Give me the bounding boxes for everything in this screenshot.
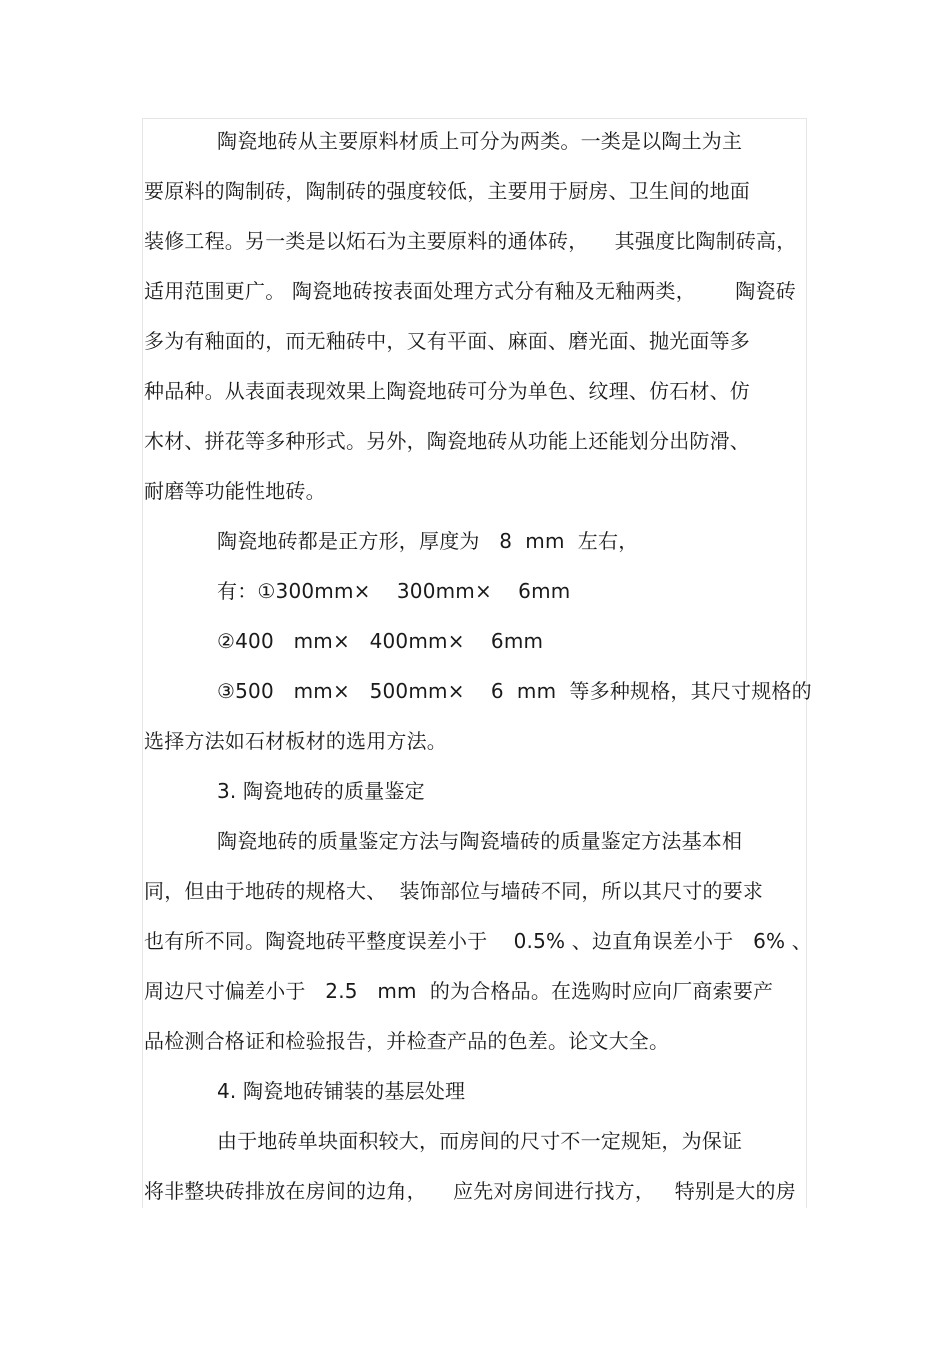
text-line: 也有所不同。陶瓷地砖平整度误差小于 0.5% 、边直角误差小于 6% 、	[144, 929, 812, 953]
text-line: 装修工程。另一类是以炻石为主要原料的通体砖， 其强度比陶制砖高，	[144, 229, 797, 253]
text-line: 陶瓷地砖从主要原料材质上可分为两类。一类是以陶土为主	[217, 129, 743, 153]
section-heading: 3. 陶瓷地砖的质量鉴定	[217, 779, 425, 803]
text-line: 周边尺寸偏差小于 2.5 mm 的为合格品。在选购时应向厂商索要产	[144, 979, 774, 1003]
text-line: 陶瓷地砖都是正方形，厚度为 8 mm 左右，	[217, 529, 639, 553]
text-line: 将非整块砖排放在房间的边角， 应先对房间进行找方， 特别是大的房	[144, 1179, 796, 1203]
section-heading: 4. 陶瓷地砖铺装的基层处理	[217, 1079, 466, 1103]
text-line: 选择方法如石材板材的选用方法。	[144, 729, 447, 753]
text-line: 陶瓷地砖的质量鉴定方法与陶瓷墙砖的质量鉴定方法基本相	[217, 829, 743, 853]
text-line: ③500 mm× 500mm× 6 mm 等多种规格，其尺寸规格的	[217, 679, 812, 703]
text-line: 种品种。从表面表现效果上陶瓷地砖可分为单色、纹理、仿石材、仿	[144, 379, 750, 403]
text-line: 同，但由于地砖的规格大、 装饰部位与墙砖不同，所以其尺寸的要求	[144, 879, 764, 903]
text-line: 多为有釉面的，而无釉砖中，又有平面、麻面、磨光面、抛光面等多	[144, 329, 750, 353]
text-line: 由于地砖单块面积较大，而房间的尺寸不一定规矩，为保证	[217, 1129, 743, 1153]
text-line: 有：①300mm× 300mm× 6mm	[217, 579, 571, 603]
text-line: 适用范围更广。 陶瓷地砖按表面处理方式分有釉及无釉两类， 陶瓷砖	[144, 279, 796, 303]
text-line: 木材、拼花等多种形式。另外，陶瓷地砖从功能上还能划分出防滑、	[144, 429, 750, 453]
text-line: 品检测合格证和检验报告，并检查产品的色差。论文大全。	[144, 1029, 670, 1053]
text-line: 要原料的陶制砖，陶制砖的强度较低，主要用于厨房、卫生间的地面	[144, 179, 750, 203]
text-line: 耐磨等功能性地砖。	[144, 479, 326, 503]
text-line: ②400 mm× 400mm× 6mm	[217, 629, 544, 653]
